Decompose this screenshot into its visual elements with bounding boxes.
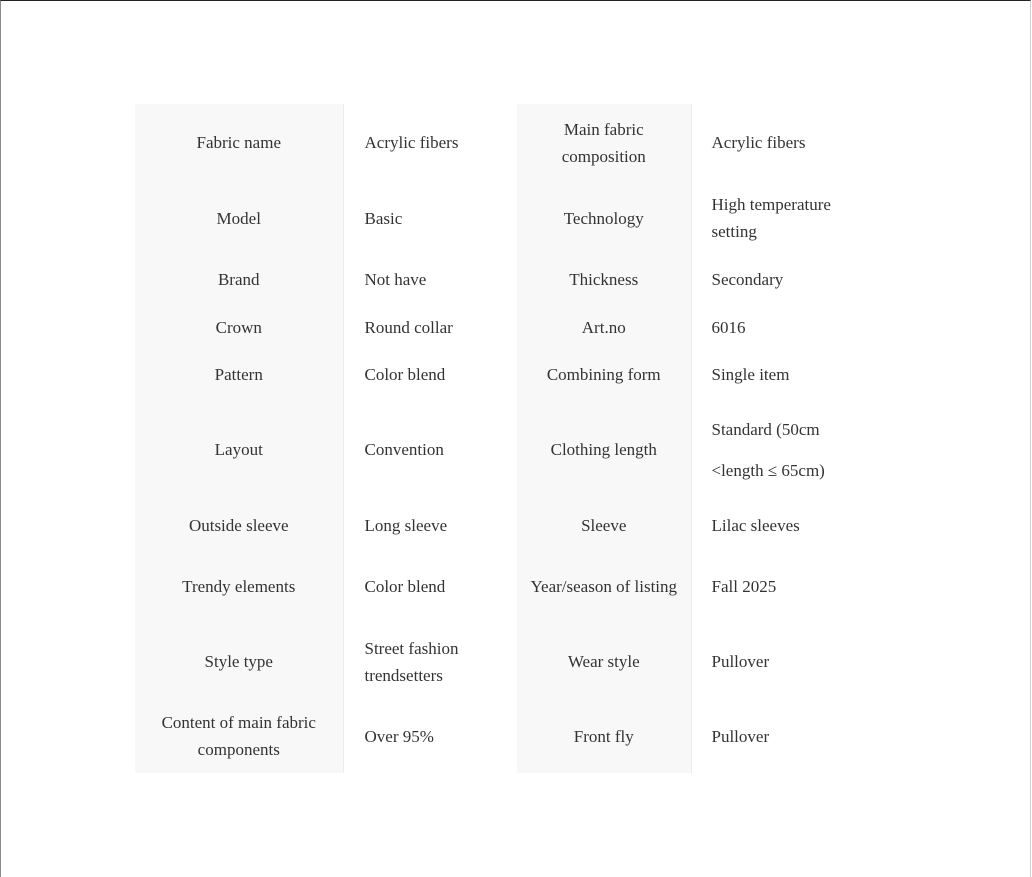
spec-label: Technology (517, 181, 691, 255)
spec-value: Street fashion trendsetters (364, 638, 459, 685)
table-row (135, 255, 861, 303)
spec-value: 6016 (711, 317, 746, 337)
spec-value: Secondary (711, 269, 784, 289)
table-row (135, 624, 861, 699)
spec-label: Layout (135, 398, 343, 501)
spec-label: Trendy elements (135, 549, 343, 624)
table-row (135, 501, 861, 549)
spec-value: Color blend (364, 365, 446, 384)
spec-value: Round collar (364, 317, 453, 337)
spec-value: Convention (364, 440, 444, 459)
table-row (135, 398, 861, 501)
spec-value: Pullover (711, 652, 770, 671)
spec-value: Not have (364, 269, 427, 289)
spec-label: Outside sleeve (135, 501, 343, 549)
spec-value: Over 95% (364, 726, 434, 746)
spec-label: Brand (135, 255, 343, 303)
spec-label: Model (135, 181, 343, 255)
spec-value: Color blend (364, 577, 446, 596)
spec-label: Thickness (517, 255, 691, 303)
table-row (135, 303, 861, 351)
table-row (135, 104, 861, 181)
spec-value: Single item (711, 365, 790, 384)
table-row (135, 699, 861, 773)
spec-label: Main fabric composition (517, 104, 691, 181)
spec-value: Acrylic fibers (364, 133, 459, 152)
spec-label: Style type (135, 624, 343, 699)
spec-label: Art.no (517, 303, 691, 351)
spec-label: Content of main fabric components (135, 699, 343, 773)
spec-label: Front fly (517, 699, 691, 773)
spec-value: Basic (364, 208, 403, 228)
spec-label: Pattern (135, 351, 343, 398)
spec-value: Acrylic fibers (711, 133, 806, 152)
spec-label: Clothing length (517, 398, 691, 501)
spec-value: Pullover (711, 726, 770, 746)
spec-label: Year/season of listing (517, 549, 691, 624)
spec-label: Fabric name (135, 104, 343, 181)
spec-label: Sleeve (517, 501, 691, 549)
table-row (135, 181, 861, 255)
spec-value: High temperature setting (711, 195, 831, 241)
spec-value: Long sleeve (364, 515, 448, 535)
table-row (135, 549, 861, 624)
table-row (135, 351, 861, 398)
spec-label: Combining form (517, 351, 691, 398)
spec-label: Crown (135, 303, 343, 351)
spec-value: Lilac sleeves (711, 515, 800, 535)
spec-label: Wear style (517, 624, 691, 699)
spec-value: Fall 2025 (711, 577, 777, 596)
spec-value: Standard (50cm <length ≤ 65cm) (711, 419, 825, 480)
product-spec-table (135, 104, 861, 773)
